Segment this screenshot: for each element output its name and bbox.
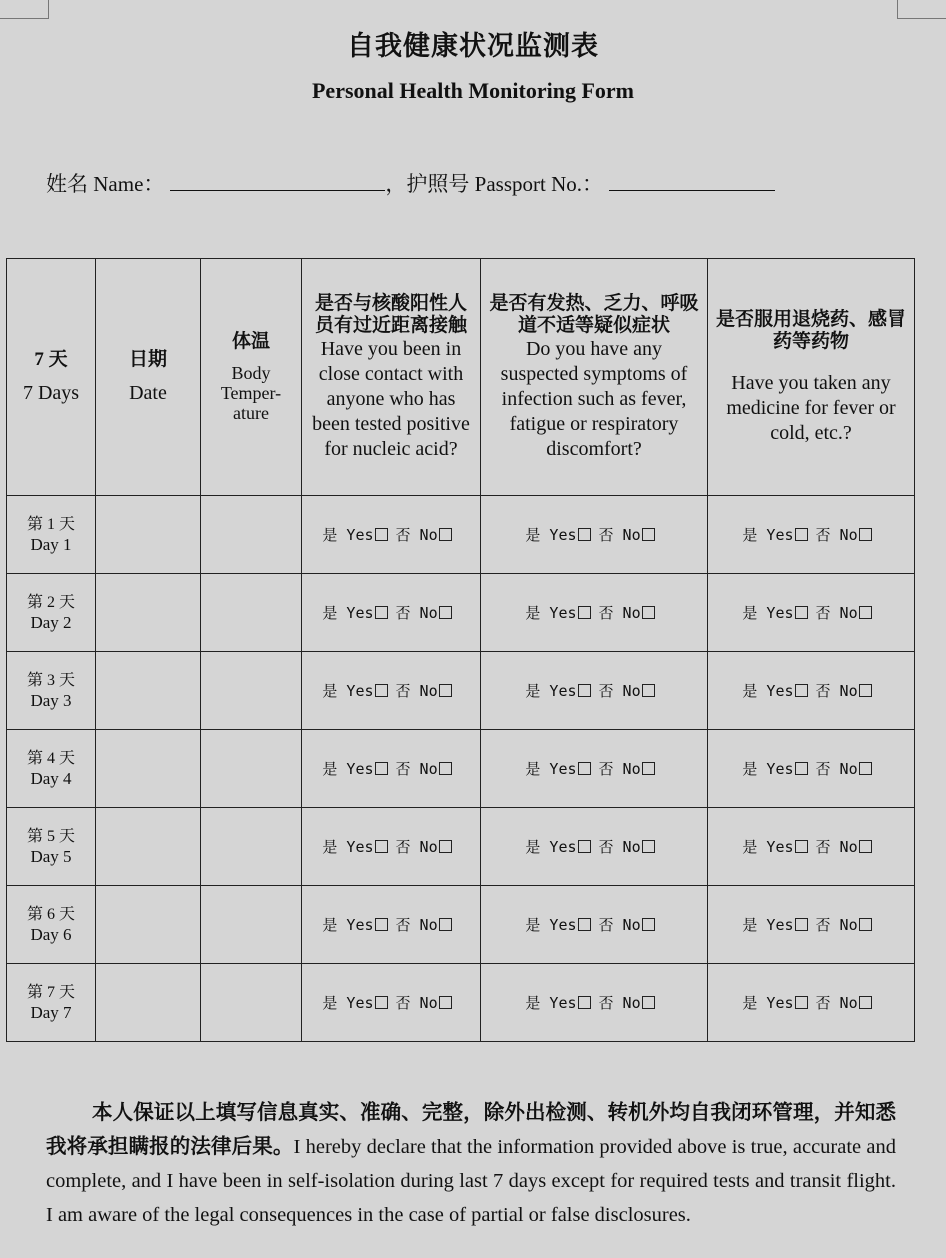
no-label: 否 No — [598, 526, 641, 544]
medicine-answer-cell — [708, 652, 915, 730]
declaration-zh: 本人保证以上填写信息真实、准确、完整，除外出检测、转机外均自我闭环管理，并知悉我将承担瞒报的法律后果。 — [46, 1102, 896, 1158]
yes-checkbox[interactable] — [375, 528, 388, 541]
yes-checkbox[interactable] — [375, 996, 388, 1009]
date-cell[interactable] — [96, 496, 201, 574]
yes-label: 是 Yes — [322, 682, 374, 700]
header-date — [96, 259, 201, 496]
yes-label: 是 Yes — [742, 604, 794, 622]
yes-label: 是 Yes — [525, 526, 577, 544]
day-label-zh: 第 2 天 — [26, 593, 75, 611]
yes-checkbox[interactable] — [578, 762, 591, 775]
no-label: 否 No — [598, 916, 641, 934]
medicine-answer-cell — [708, 574, 915, 652]
day-cell — [7, 496, 96, 574]
yes-checkbox[interactable] — [578, 996, 591, 1009]
yes-checkbox[interactable] — [795, 918, 808, 931]
table-row — [7, 730, 915, 808]
name-field[interactable] — [170, 172, 385, 191]
yes-label: 是 Yes — [322, 526, 374, 544]
no-label: 否 No — [815, 760, 858, 778]
yes-label: 是 Yes — [742, 916, 794, 934]
declaration-paragraph — [46, 1096, 896, 1232]
yes-label: 是 Yes — [742, 682, 794, 700]
yes-label: 是 Yes — [322, 604, 374, 622]
yes-checkbox[interactable] — [795, 840, 808, 853]
day-label-zh: 第 4 天 — [26, 749, 75, 767]
header-symptoms-zh: 是否有发热、乏力、呼吸道不适等疑似症状 — [489, 292, 699, 336]
header-temperature-en: Body Temper-ature — [220, 363, 282, 423]
no-checkbox[interactable] — [439, 840, 452, 853]
temperature-cell[interactable] — [201, 730, 302, 808]
day-label-zh: 第 3 天 — [26, 671, 75, 689]
symptoms-answer-cell — [481, 574, 708, 652]
date-cell[interactable] — [96, 964, 201, 1042]
header-symptoms-en: Do you have any suspected symptoms of infection such as fever, fatigue or respiratory discomfort? — [500, 337, 688, 460]
day-label-en: Day 1 — [30, 534, 72, 554]
day-cell — [7, 574, 96, 652]
no-checkbox[interactable] — [439, 918, 452, 931]
medicine-answer-cell — [708, 496, 915, 574]
yes-checkbox[interactable] — [578, 684, 591, 697]
temperature-cell[interactable] — [201, 574, 302, 652]
date-cell[interactable] — [96, 730, 201, 808]
no-label: 否 No — [395, 682, 438, 700]
no-checkbox[interactable] — [439, 684, 452, 697]
no-checkbox[interactable] — [859, 684, 872, 697]
no-checkbox[interactable] — [642, 996, 655, 1009]
no-checkbox[interactable] — [642, 684, 655, 697]
no-label: 否 No — [598, 994, 641, 1012]
yes-checkbox[interactable] — [375, 684, 388, 697]
yes-checkbox[interactable] — [578, 606, 591, 619]
table-row — [7, 886, 915, 964]
no-label: 否 No — [815, 916, 858, 934]
symptoms-answer-cell — [481, 496, 708, 574]
yes-label: 是 Yes — [742, 838, 794, 856]
day-label-zh: 第 5 天 — [26, 827, 75, 845]
no-label: 否 No — [395, 604, 438, 622]
yes-checkbox[interactable] — [375, 606, 388, 619]
header-temperature-zh: 体温 — [231, 331, 270, 352]
day-label-zh: 第 6 天 — [26, 905, 75, 923]
no-label: 否 No — [395, 994, 438, 1012]
close-contact-answer-cell — [302, 496, 481, 574]
yes-checkbox[interactable] — [578, 528, 591, 541]
yes-checkbox[interactable] — [578, 840, 591, 853]
header-days-zh: 7 天 — [34, 348, 68, 370]
no-label: 否 No — [395, 760, 438, 778]
date-cell[interactable] — [96, 652, 201, 730]
day-label-en: Day 4 — [30, 768, 72, 788]
header-medicine-en: Have you taken any medicine for fever or cold, etc.? — [726, 371, 896, 444]
day-cell — [7, 808, 96, 886]
yes-checkbox[interactable] — [795, 996, 808, 1009]
medicine-answer-cell — [708, 730, 915, 808]
no-checkbox[interactable] — [439, 528, 452, 541]
no-checkbox[interactable] — [642, 840, 655, 853]
page-corner-mark-right — [897, 0, 946, 19]
header-days-en: 7 Days — [22, 381, 80, 404]
date-cell[interactable] — [96, 574, 201, 652]
no-checkbox[interactable] — [859, 528, 872, 541]
table-row — [7, 808, 915, 886]
no-checkbox[interactable] — [642, 606, 655, 619]
day-cell — [7, 964, 96, 1042]
yes-label: 是 Yes — [525, 916, 577, 934]
yes-label: 是 Yes — [742, 760, 794, 778]
day-cell — [7, 652, 96, 730]
date-cell[interactable] — [96, 886, 201, 964]
header-medicine-zh: 是否服用退烧药、感冒药等药物 — [715, 308, 906, 352]
yes-label: 是 Yes — [525, 838, 577, 856]
header-date-zh: 日期 — [128, 348, 167, 370]
symptoms-answer-cell — [481, 886, 708, 964]
yes-label: 是 Yes — [322, 994, 374, 1012]
no-checkbox[interactable] — [642, 918, 655, 931]
header-close-contact-en: Have you been in close contact with anyone who has been tested positive for nucleic acid? — [312, 337, 470, 460]
yes-label: 是 Yes — [322, 916, 374, 934]
header-medicine — [708, 259, 915, 496]
table-row — [7, 574, 915, 652]
no-label: 否 No — [395, 916, 438, 934]
form-title-en: Personal Health Monitoring Form — [311, 78, 634, 103]
no-label: 否 No — [815, 994, 858, 1012]
no-label: 否 No — [598, 838, 641, 856]
no-checkbox[interactable] — [859, 606, 872, 619]
yes-checkbox[interactable] — [795, 762, 808, 775]
yes-checkbox[interactable] — [375, 762, 388, 775]
yes-label: 是 Yes — [322, 838, 374, 856]
yes-label: 是 Yes — [525, 760, 577, 778]
personal-info-line — [46, 168, 775, 198]
yes-checkbox[interactable] — [795, 684, 808, 697]
day-label-en: Day 2 — [30, 612, 72, 632]
no-label: 否 No — [815, 838, 858, 856]
table-header-row — [7, 259, 915, 496]
day-label-zh: 第 7 天 — [26, 983, 75, 1001]
date-cell[interactable] — [96, 808, 201, 886]
passport-field[interactable] — [609, 172, 775, 191]
temperature-cell[interactable] — [201, 964, 302, 1042]
no-label: 否 No — [815, 526, 858, 544]
yes-label: 是 Yes — [742, 994, 794, 1012]
form-title-zh: 自我健康状况监测表 — [347, 31, 599, 61]
close-contact-answer-cell — [302, 652, 481, 730]
header-close-contact — [302, 259, 481, 496]
close-contact-answer-cell — [302, 964, 481, 1042]
header-days — [7, 259, 96, 496]
yes-checkbox[interactable] — [795, 606, 808, 619]
symptoms-answer-cell — [481, 730, 708, 808]
yes-checkbox[interactable] — [795, 528, 808, 541]
day-label-en: Day 3 — [30, 690, 72, 710]
header-symptoms — [481, 259, 708, 496]
medicine-answer-cell — [708, 964, 915, 1042]
no-checkbox[interactable] — [439, 762, 452, 775]
medicine-answer-cell — [708, 886, 915, 964]
no-label: 否 No — [815, 682, 858, 700]
day-label-en: Day 7 — [30, 1002, 72, 1022]
no-label: 否 No — [598, 682, 641, 700]
no-label: 否 No — [598, 760, 641, 778]
day-cell — [7, 886, 96, 964]
no-label: 否 No — [598, 604, 641, 622]
symptoms-answer-cell — [481, 652, 708, 730]
name-label: 姓名 Name： — [46, 172, 165, 196]
day-label-en: Day 5 — [30, 846, 72, 866]
no-checkbox[interactable] — [859, 762, 872, 775]
no-checkbox[interactable] — [642, 762, 655, 775]
day-label-zh: 第 1 天 — [26, 515, 75, 533]
temperature-cell[interactable] — [201, 886, 302, 964]
no-checkbox[interactable] — [859, 918, 872, 931]
no-checkbox[interactable] — [439, 996, 452, 1009]
temperature-cell[interactable] — [201, 652, 302, 730]
temperature-cell[interactable] — [201, 496, 302, 574]
header-date-en: Date — [129, 381, 167, 404]
health-monitoring-table — [6, 258, 915, 1042]
table-row — [7, 652, 915, 730]
table-row — [7, 964, 915, 1042]
no-checkbox[interactable] — [439, 606, 452, 619]
table-row — [7, 496, 915, 574]
no-label: 否 No — [815, 604, 858, 622]
declaration-en: I hereby declare that the information provided above is true, accurate and complete, and I have been in self-isolation during last 7 days except for required tests and transit flight. I am aware of the legal consequences in the case of partial or false disclosures. — [46, 1136, 896, 1226]
temperature-cell[interactable] — [201, 808, 302, 886]
no-checkbox[interactable] — [642, 528, 655, 541]
yes-label: 是 Yes — [525, 994, 577, 1012]
day-label-en: Day 6 — [30, 924, 72, 944]
no-label: 否 No — [395, 838, 438, 856]
yes-checkbox[interactable] — [375, 918, 388, 931]
close-contact-answer-cell — [302, 730, 481, 808]
symptoms-answer-cell — [481, 808, 708, 886]
no-label: 否 No — [395, 526, 438, 544]
header-close-contact-zh: 是否与核酸阳性人员有过近距离接触 — [314, 292, 467, 336]
no-checkbox[interactable] — [859, 996, 872, 1009]
no-checkbox[interactable] — [859, 840, 872, 853]
day-cell — [7, 730, 96, 808]
yes-label: 是 Yes — [742, 526, 794, 544]
symptoms-answer-cell — [481, 964, 708, 1042]
close-contact-answer-cell — [302, 574, 481, 652]
yes-label: 是 Yes — [525, 604, 577, 622]
yes-label: 是 Yes — [525, 682, 577, 700]
passport-label: ，护照号 Passport No.： — [385, 172, 603, 196]
medicine-answer-cell — [708, 808, 915, 886]
yes-checkbox[interactable] — [578, 918, 591, 931]
yes-label: 是 Yes — [322, 760, 374, 778]
close-contact-answer-cell — [302, 808, 481, 886]
close-contact-answer-cell — [302, 886, 481, 964]
yes-checkbox[interactable] — [375, 840, 388, 853]
page-corner-mark-left — [0, 0, 49, 19]
header-temperature — [201, 259, 302, 496]
